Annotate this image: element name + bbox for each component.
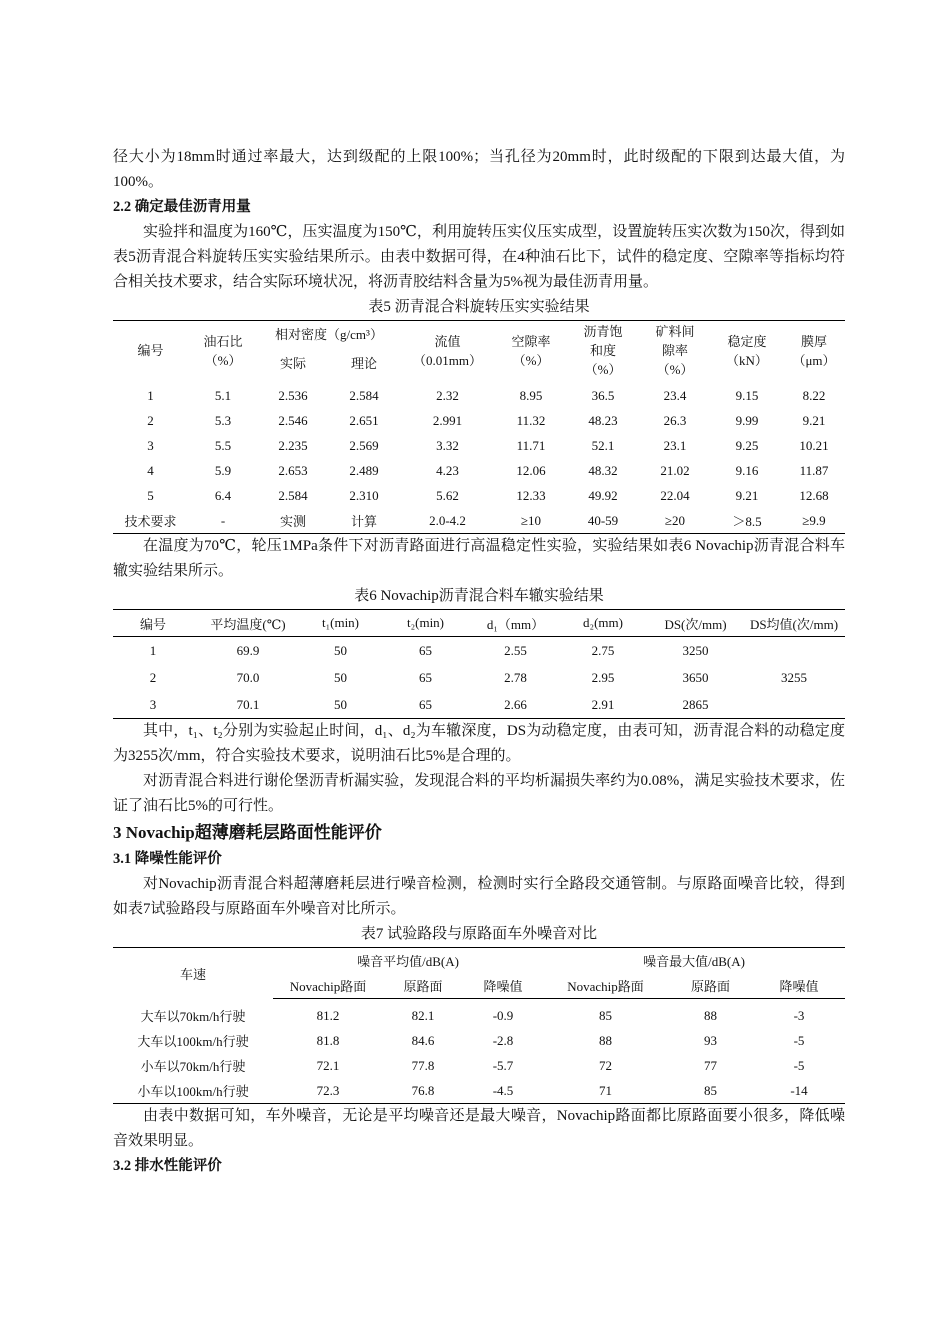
table-header: 理论 xyxy=(350,355,377,371)
table-row: 4 5.9 2.653 2.489 4.23 12.06 48.32 21.02 9.16 11.87 xyxy=(147,462,829,478)
table-header: 稳定度 （kN） xyxy=(726,333,768,368)
section-heading: 3.2 排水性能评价 xyxy=(113,1158,222,1174)
paragraph: 径大小为18mm时通过率最大，达到级配的上限100%；当孔径为20mm时，此时级配的下限到达最大值，为100%。 xyxy=(113,149,845,190)
table-row: 1 5.1 2.536 2.584 2.32 8.95 36.5 23.4 9.15 8.22 xyxy=(147,387,826,403)
table-row: 2 5.3 2.546 2.651 2.991 11.32 48.23 26.3 9.99 9.21 xyxy=(147,412,826,428)
table-header: 噪音最大值/dB(A) xyxy=(643,954,745,969)
table-row: 大车以100km/h行驶 81.8 84.6 -2.8 88 93 -5 xyxy=(137,1032,805,1049)
table-header: t₁(min) xyxy=(303,610,378,637)
table-7 xyxy=(113,947,845,1104)
table-5 xyxy=(113,320,845,534)
table-header: 膜厚 （μm） xyxy=(792,333,836,368)
paragraph: 实验拌和温度为160℃，压实温度为150℃，利用旋转压实仪压实成型，设置旋转压实次数为150次，得到如表5沥青混合料旋转压实实验结果所示。由表中数据可得，在4种油石比下，试件的稳定度、空隙率等指标均符合相关技术要求，结合实际环境状况，将沥青胶结料含量为5%视为最佳沥青用量。 xyxy=(113,224,845,290)
table-row: 3 70.1 50 65 2.66 2.91 2865 xyxy=(149,696,709,712)
section-heading: 3 Novachip超薄磨耗层路面性能评价 xyxy=(113,823,382,842)
table-header: 降噪值 xyxy=(753,973,845,999)
ds-mean-cell: 3255 xyxy=(781,669,807,685)
table-header: 原路面 xyxy=(668,973,753,999)
table-header: 流值 （0.01mm） xyxy=(413,333,482,368)
table-row: 2 70.0 50 65 2.78 2.95 3650 xyxy=(149,669,709,685)
page-body xyxy=(113,145,845,1179)
table-header: 车速 xyxy=(179,966,206,982)
table-header: Novachip路面 xyxy=(543,973,668,999)
table-row: 3 5.5 2.235 2.569 3.32 11.71 52.1 23.1 9.25 10.21 xyxy=(147,437,829,453)
paragraph: 其中，t₁、t₂分别为实验起止时间，d₁、d₂为车辙深度，DS为动稳定度，由表可知，沥青混合料的动稳定度为3255次/mm，符合实验技术要求，说明油石比5%是合理的。 xyxy=(113,723,845,764)
section-heading: 2.2 确定最佳沥青用量 xyxy=(113,199,251,215)
table-caption: 表5 沥青混合料旋转压实实验结果 xyxy=(368,299,590,315)
section-heading: 3.1 降噪性能评价 xyxy=(113,851,222,867)
table-6 xyxy=(113,609,845,719)
table-row: 小车以70km/h行驶 72.1 77.8 -5.7 72 77 -5 xyxy=(140,1057,805,1074)
table-header: 实际 xyxy=(279,355,306,371)
table-row: 小车以100km/h行驶 72.3 76.8 -4.5 71 85 -14 xyxy=(137,1082,808,1099)
paragraph: 在温度为70℃，轮压1MPa条件下对沥青路面进行高温稳定性实验，实验结果如表6 Novachip沥青混合料车辙实验结果所示。 xyxy=(113,538,845,579)
paragraph: 对Novachip沥青混合料超薄磨耗层进行噪音检测，检测时实行全路段交通管制。与原路面噪音比较，得到如表7试验路段与原路面车外噪音对比所示。 xyxy=(113,876,845,917)
table-header: 矿料间 隙率 （%） xyxy=(655,324,695,377)
table-header: DS(次/mm) xyxy=(648,610,743,637)
table-header: 编号 xyxy=(113,610,193,637)
table-header: 平均温度(℃) xyxy=(193,610,303,637)
table-header: d₂(mm) xyxy=(558,610,648,637)
paragraph: 由表中数据可知，车外噪音，无论是平均噪音还是最大噪音，Novachip路面都比原路面要小很多，降低噪音效果明显。 xyxy=(113,1108,845,1149)
table-header: DS均值(次/mm) xyxy=(743,610,845,637)
table-caption: 表7 试验路段与原路面车外噪音对比 xyxy=(360,926,598,942)
table-header: Novachip路面 xyxy=(273,973,383,999)
paragraph: 对沥青混合料进行谢伦堡沥青析漏实验，发现混合料的平均析漏损失率约为0.08%，满足实验技术要求，佐证了油石比5%的可行性。 xyxy=(113,773,845,814)
table-header: t₂(min) xyxy=(378,610,473,637)
table-row: 1 69.9 50 65 2.55 2.75 3250 3255 xyxy=(113,637,845,665)
table-header: 编号 xyxy=(137,343,164,358)
table-header: 油石比 （%） xyxy=(203,333,243,368)
table-row: 大车以70km/h行驶 81.2 82.1 -0.9 85 88 -3 xyxy=(140,1007,805,1024)
table-header: 沥青饱 和度 （%） xyxy=(583,324,623,377)
table-header: 空隙率 （%） xyxy=(511,333,551,368)
table-row: 技术要求 - 实测 计算 2.0-4.2 ≥10 40-59 ≥20 ＞8.5 ≥9.9 xyxy=(124,512,826,529)
table-header: 噪音平均值/dB(A) xyxy=(357,954,459,969)
table-header: 原路面 xyxy=(383,973,463,999)
table-caption: 表6 Novachip沥青混合料车辙实验结果 xyxy=(354,588,604,604)
table-header: d₁（mm） xyxy=(473,610,558,637)
table-header: 降噪值 xyxy=(463,973,543,999)
table-header: 相对密度（g/cm³） xyxy=(275,327,383,342)
table-row: 5 6.4 2.584 2.310 5.62 12.33 49.92 22.04 9.21 12.68 xyxy=(147,487,829,503)
